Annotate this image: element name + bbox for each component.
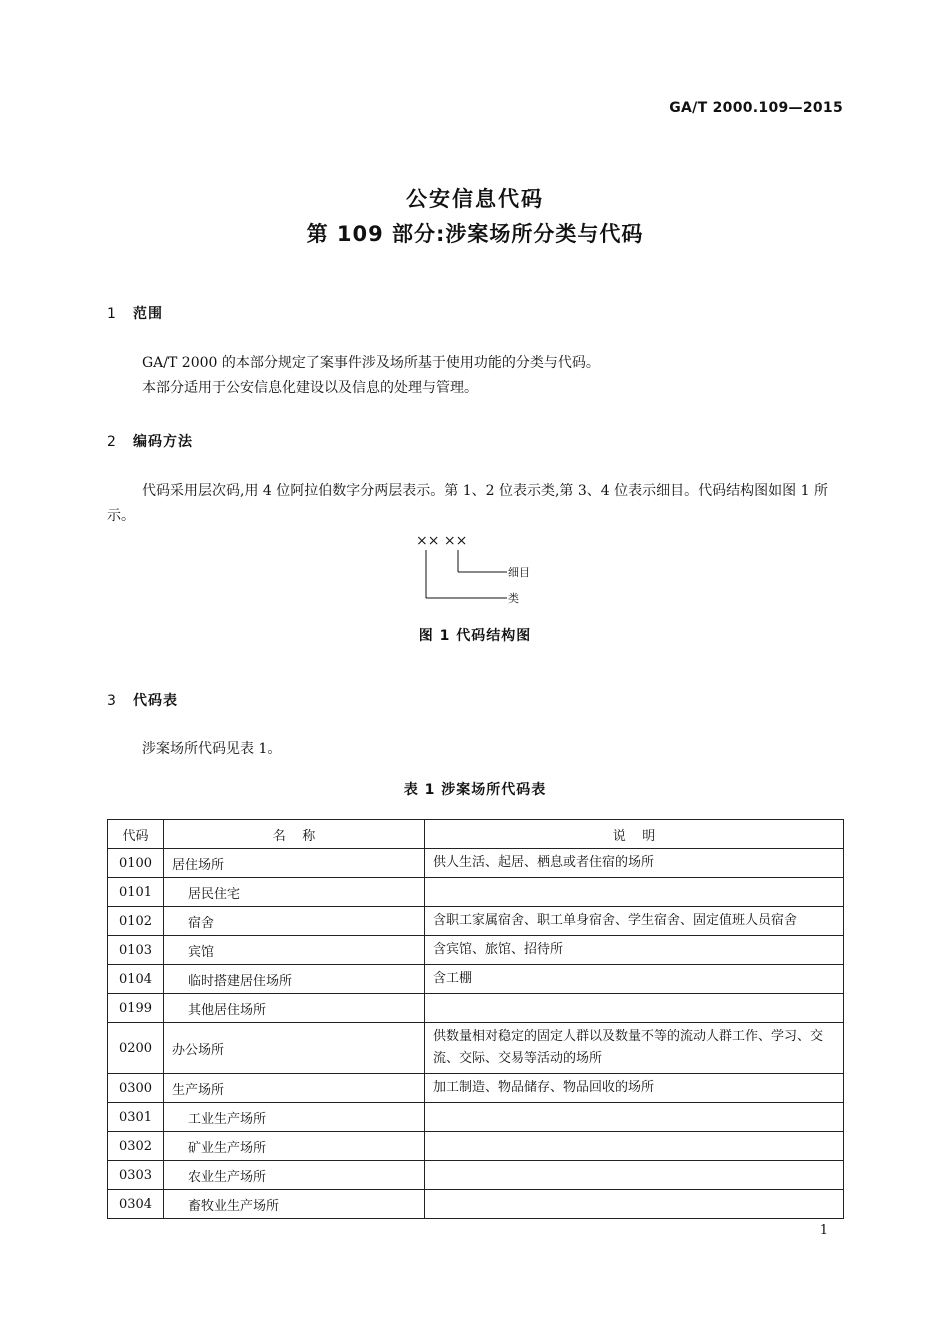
page-number: 1 — [819, 1223, 828, 1238]
section-number: 1 — [107, 306, 117, 322]
code-table — [107, 819, 844, 1219]
name-cell: 矿业生产场所 — [164, 1132, 425, 1161]
method-paragraph: 代码采用层次码,用 4 位阿拉伯数字分两层表示。第 1、2 位表示类,第 3、4 位表示细目。代码结构图如图 1 所示。 — [107, 483, 828, 524]
class-label: 类 — [508, 592, 519, 605]
name-cell: 宾馆 — [164, 936, 425, 965]
description-cell — [425, 1132, 844, 1161]
table-row — [108, 1161, 844, 1190]
document-title: 公安信息代码 — [406, 187, 544, 211]
section-heading-scope — [107, 303, 163, 323]
code-symbols: ×× ×× — [416, 533, 468, 549]
code-cell: 0102 — [108, 907, 164, 936]
description-cell — [425, 994, 844, 1023]
header-name: 名 称 — [164, 820, 425, 849]
description-cell: 供人生活、起居、栖息或者住宿的场所 — [425, 849, 844, 878]
name-cell: 畜牧业生产场所 — [164, 1190, 425, 1219]
table-row — [108, 994, 844, 1023]
table-row — [108, 1074, 844, 1103]
description-cell — [425, 1190, 844, 1219]
code-cell: 0199 — [108, 994, 164, 1023]
table-row — [108, 1023, 844, 1074]
name-cell: 工业生产场所 — [164, 1103, 425, 1132]
section-heading-method — [107, 431, 193, 451]
section-heading-codetable — [107, 690, 178, 710]
code-cell: 0103 — [108, 936, 164, 965]
table-row — [108, 1103, 844, 1132]
name-cell: 办公场所 — [164, 1023, 425, 1074]
name-cell: 临时搭建居住场所 — [164, 965, 425, 994]
code-cell: 0303 — [108, 1161, 164, 1190]
name-cell: 宿舍 — [164, 907, 425, 936]
code-cell: 0301 — [108, 1103, 164, 1132]
table-header-row — [108, 820, 844, 849]
table-row — [108, 1132, 844, 1161]
table-row — [108, 849, 844, 878]
table-caption: 表 1 涉案场所代码表 — [403, 782, 547, 798]
name-cell: 居住场所 — [164, 849, 425, 878]
code-structure-diagram — [410, 530, 570, 610]
code-cell: 0302 — [108, 1132, 164, 1161]
code-cell: 0101 — [108, 878, 164, 907]
description-cell: 含职工家属宿舍、职工单身宿舍、学生宿舍、固定值班人员宿舍 — [425, 907, 844, 936]
section-title: 代码表 — [133, 693, 178, 709]
table-row — [108, 907, 844, 936]
codetable-intro: 涉案场所代码见表 1。 — [142, 741, 282, 757]
code-cell: 0300 — [108, 1074, 164, 1103]
document-subtitle: 第 109 部分:涉案场所分类与代码 — [306, 222, 644, 246]
name-cell: 其他居住场所 — [164, 994, 425, 1023]
description-cell — [425, 878, 844, 907]
section-number: 3 — [107, 693, 117, 709]
name-cell: 居民住宅 — [164, 878, 425, 907]
description-cell — [425, 1103, 844, 1132]
description-cell: 含工棚 — [425, 965, 844, 994]
description-cell: 含宾馆、旅馆、招待所 — [425, 936, 844, 965]
header-description: 说 明 — [425, 820, 844, 849]
standard-number: GA/T 2000.109—2015 — [669, 100, 843, 116]
section-title: 范围 — [133, 306, 163, 322]
description-cell: 加工制造、物品储存、物品回收的场所 — [425, 1074, 844, 1103]
description-cell: 供数量相对稳定的固定人群以及数量不等的流动人群工作、学习、交流、交际、交易等活动的场所 — [425, 1023, 844, 1074]
code-cell: 0104 — [108, 965, 164, 994]
table-row — [108, 936, 844, 965]
description-cell — [425, 1161, 844, 1190]
scope-paragraph-1: GA/T 2000 的本部分规定了案事件涉及场所基于使用功能的分类与代码。 — [142, 355, 600, 371]
detail-label: 细目 — [508, 566, 530, 579]
table-row — [108, 878, 844, 907]
section-title: 编码方法 — [133, 434, 193, 450]
section-number: 2 — [107, 434, 117, 450]
figure-caption: 图 1 代码结构图 — [418, 628, 532, 644]
code-cell: 0200 — [108, 1023, 164, 1074]
code-cell: 0100 — [108, 849, 164, 878]
header-code: 代码 — [108, 820, 164, 849]
table-row — [108, 1190, 844, 1219]
table-row — [108, 965, 844, 994]
code-cell: 0304 — [108, 1190, 164, 1219]
name-cell: 农业生产场所 — [164, 1161, 425, 1190]
name-cell: 生产场所 — [164, 1074, 425, 1103]
scope-paragraph-2: 本部分适用于公安信息化建设以及信息的处理与管理。 — [142, 380, 478, 396]
